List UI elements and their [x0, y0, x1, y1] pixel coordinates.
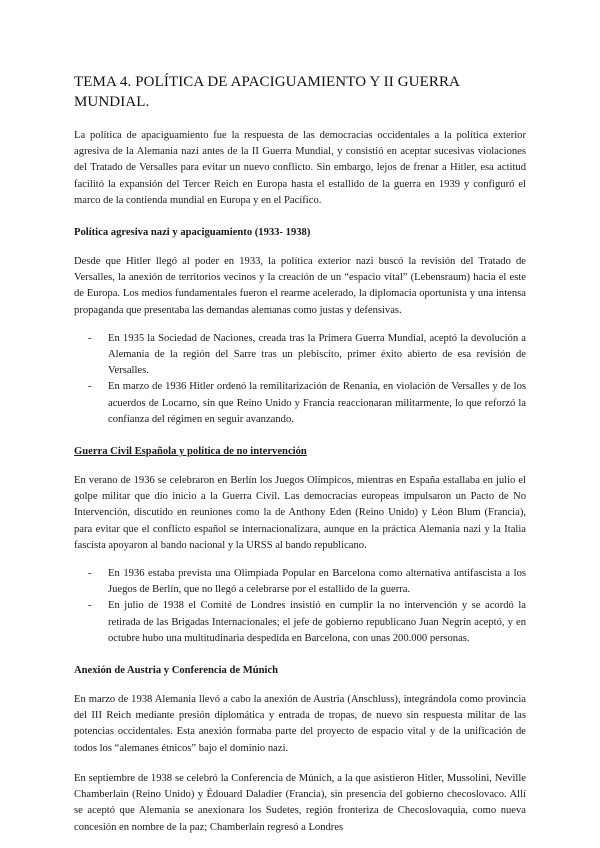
section-heading-spanish-civil-war: Guerra Civil Española y política de no intervención: [74, 446, 307, 458]
section3-paragraph-1: En marzo de 1938 Alemania llevó a cabo la anexión de Austria (Anschluss), integrándola como provincia del III Reich mediante presión diplomática y entrada de tropas, de nuevo sin respuesta militar de las potencias occidentales. Esta anexión formaba parte del proyecto de espacio vital y de la unificación de todos los “alemanes étnicos” bajo el dominio nazi.: [74, 694, 526, 754]
document-body: [74, 72, 526, 836]
section3-paragraph-2: En septiembre de 1938 se celebró la Conferencia de Múnich, a la que asistieron Hitler, Mussolini, Neville Chamberlain (Reino Unido) y Édouard Daladier (Francia), sin presencia del gobierno checoslovaco. Allí se aceptó que Alemania se anexionara los Sudetes, región fronteriza de Checoslovaquia, como nueva concesión en nombre de la paz; Chamberlain regresó a Londres: [74, 772, 526, 833]
section1-paragraph: Desde que Hitler llegó al poder en 1933, la política exterior nazi buscó la revisión del Tratado de Versalles, la anexión de territorios vecinos y la creación de un “espacio vital” (Lebensraum) hacia el este de Europa. Los medios fundamentales fueron el rearme acelerado, la diplomacia oportunista y una intensa propaganda que presentaba las demandas alemanas como justas y defensivas.: [74, 256, 526, 316]
list-item: [74, 598, 526, 647]
list-item: [74, 331, 526, 380]
intro-paragraph: La política de apaciguamiento fue la respuesta de las democracias occidentales a la política exterior agresiva de la Alemania nazi antes de la II Guerra Mundial, y consistió en aceptar sucesivas violaciones del Tratado de Versalles para evitar un nuevo conflicto. Sin embargo, lejos de frenar a Hitler, esa actitud facilitó la expansión del Tercer Reich en Europa hasta el estallido de la guerra en 1939 y configuró el marco de la contienda mundial en Europa y en el Pacífico.: [74, 130, 526, 206]
bullet-dash: -: [88, 568, 92, 580]
list-item: [74, 566, 526, 598]
list-item-text: En 1935 la Sociedad de Naciones, creada tras la Primera Guerra Mundial, aceptó la devolución a Alemania de la región del Sarre tras un plebiscito, primer éxito abierto de esa revisión de Versalles.: [108, 332, 526, 377]
section-heading-austria-munich: Anexión de Austria y Conferencia de Múnich: [74, 665, 279, 677]
section1-bullet-list: [74, 331, 526, 428]
section-heading-aggressive-policy: Política agresiva nazi y apaciguamiento (1933- 1938): [74, 227, 311, 239]
document-title: TEMA 4. POLÍTICA DE APACIGUAMIENTO Y II GUERRA MUNDIAL.: [74, 74, 460, 110]
list-item: [74, 379, 526, 428]
list-item-text: En marzo de 1936 Hitler ordenó la remilitarización de Renania, en violación de Versalles y de los acuerdos de Locarno, sin que Reino Unido y Francia reaccionaran militarmente, lo que reforzó la confianza del régimen en seguir avanzando.: [108, 381, 526, 425]
section2-bullet-list: [74, 566, 526, 647]
section2-paragraph: En verano de 1936 se celebraron en Berlín los Juegos Olímpicos, mientras en España estallaba en julio el golpe militar que dio inicio a la Guerra Civil. Las democracias europeas impulsaron un Pacto de No Intervención, discutido en reuniones como la de Anthony Eden (Reino Unido) y Léon Blum (Francia), para evitar que el conflicto español se internacionalizara, aunque en la práctica Alemania nazi y la Italia fascista apoyaron al bando nacional y la URSS al bando republicano.: [74, 475, 526, 551]
list-item-text: En julio de 1938 el Comité de Londres insistió en cumplir la no intervención y se acordó la retirada de las Brigadas Internacionales; el jefe de gobierno republicano Juan Negrín aceptó, y en octubre hubo una multitudinaria despedida en Barcelona, con unas 200.000 personas.: [108, 600, 526, 644]
bullet-dash: -: [88, 600, 92, 612]
bullet-dash: -: [88, 381, 92, 393]
list-item-text: En 1936 estaba prevista una Olimpiada Popular en Barcelona como alternativa antifascista a los Juegos de Berlín, que no llegó a celebrarse por el estallido de la guerra.: [108, 568, 526, 596]
bullet-dash: -: [88, 332, 92, 344]
